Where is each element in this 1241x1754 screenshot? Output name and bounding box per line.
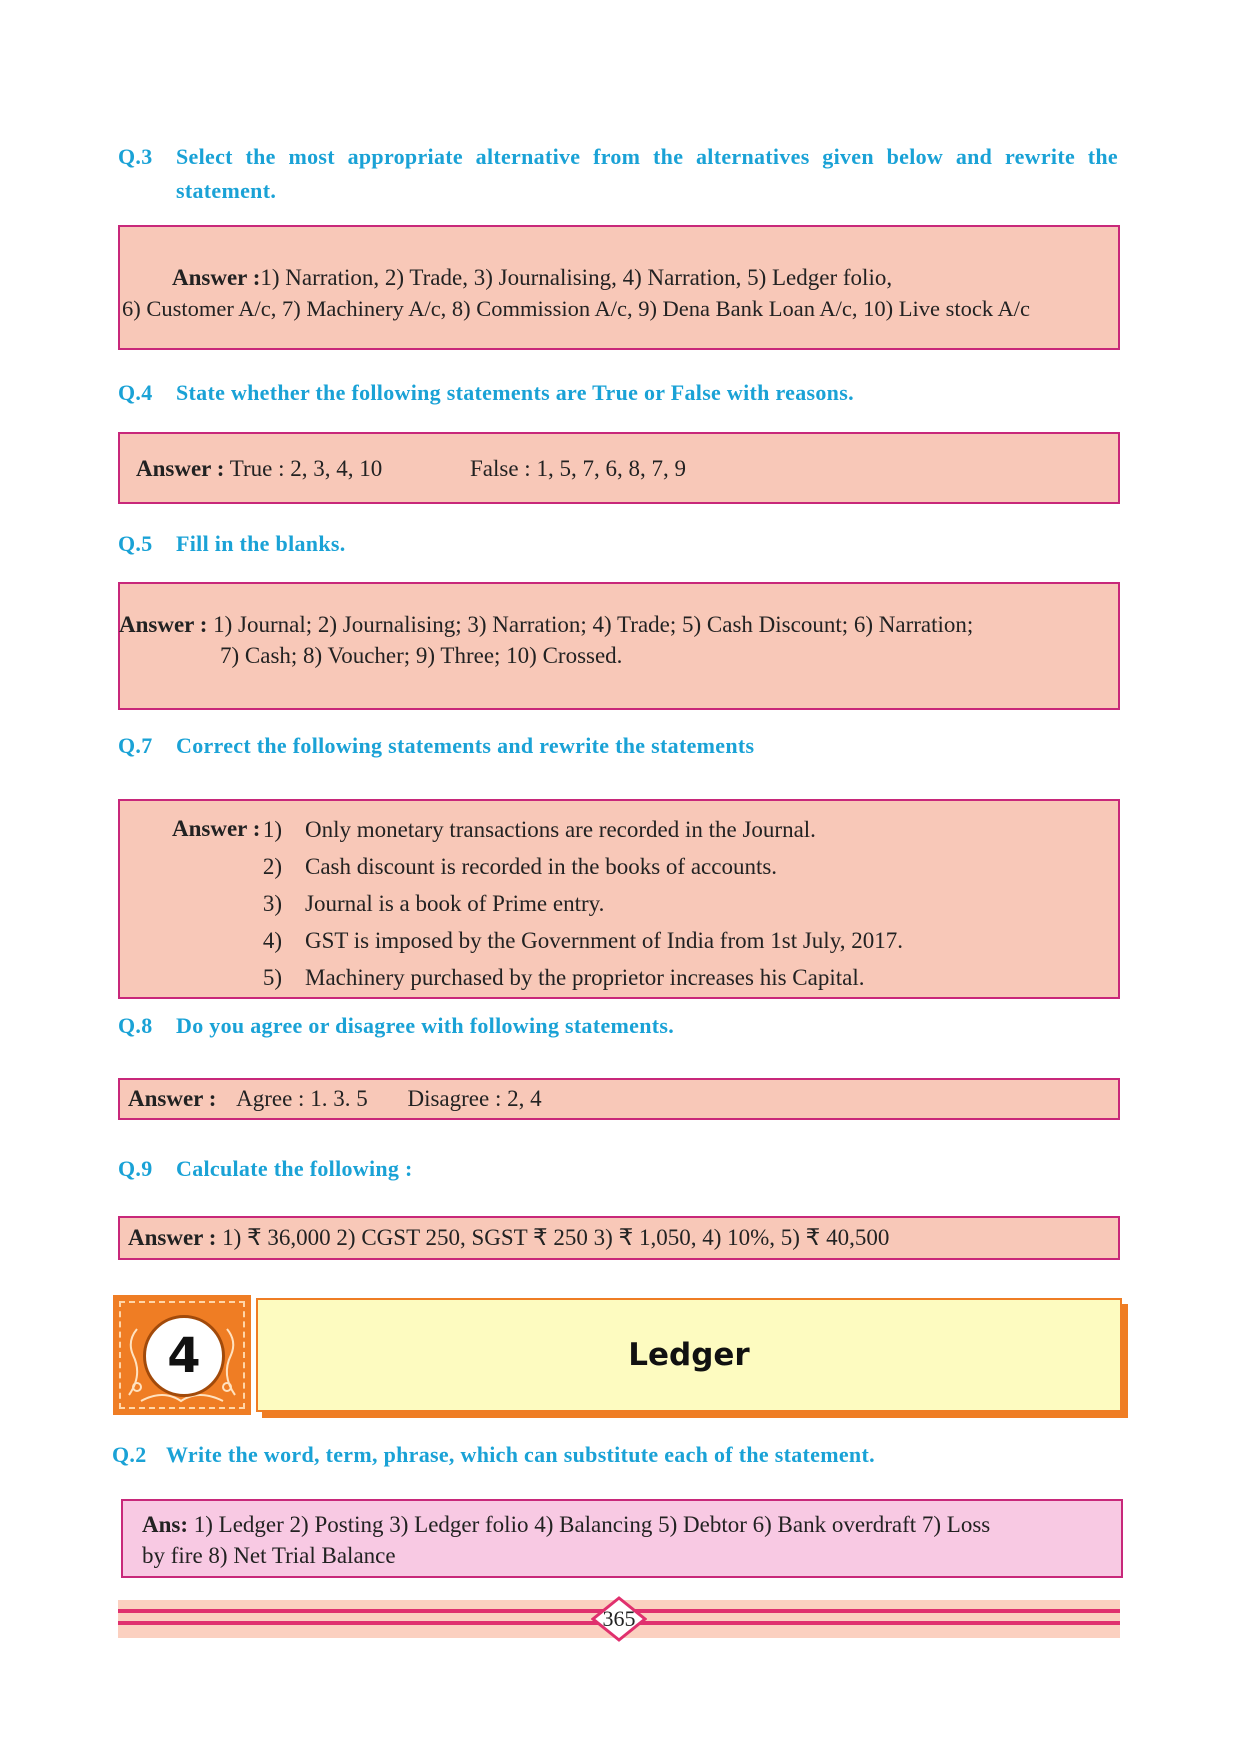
q7-answer-label: Answer : <box>172 816 261 841</box>
q7-answer-box <box>118 799 1120 999</box>
q8-answer-label: Answer : <box>128 1086 217 1111</box>
q2-text: Write the word, term, phrase, which can substitute each of the statement. <box>166 1442 875 1467</box>
q7-item-3 <box>182 885 1082 922</box>
q5-answer-label: Answer : <box>119 612 208 637</box>
page-number: 365 <box>602 1606 636 1631</box>
q5-answer-line2: 7) Cash; 8) Voucher; 9) Three; 10) Crossed. <box>220 643 623 668</box>
q9-answer-text: 1) ₹ 36,000 2) CGST 250, SGST ₹ 250 3) ₹ 1,050, 4) 10%, 5) ₹ 40,500 <box>222 1225 890 1250</box>
q7-item-number: 4) <box>262 928 282 953</box>
q7-item-number: 1) <box>262 817 282 842</box>
q5-heading <box>118 527 1118 561</box>
chapter-number: 4 <box>143 1315 225 1397</box>
q9-answer-label: Answer : <box>128 1225 217 1250</box>
q5-number: Q.5 <box>118 531 153 556</box>
q2-heading <box>112 1438 1112 1472</box>
q7-item-number: 5) <box>262 965 282 990</box>
q2-answer-label: Ans: <box>142 1512 189 1537</box>
q4-answer-box <box>118 432 1120 504</box>
q7-item-1 <box>182 811 1082 848</box>
chapter-badge <box>113 1295 251 1415</box>
q3-answer-box <box>118 225 1120 350</box>
q7-item-text: Journal is a book of Prime entry. <box>305 891 605 916</box>
q4-true: True : 2, 3, 4, 10 <box>229 456 383 481</box>
q3-text: Select the most appropriate alternative from the alternatives given below and rewrite the statement. <box>176 144 1118 203</box>
q7-item-text: Only monetary transactions are recorded in the Journal. <box>305 817 816 842</box>
q8-disagree: Disagree : 2, 4 <box>407 1086 542 1111</box>
q7-item-number: 3) <box>262 891 282 916</box>
q7-item-text: GST is imposed by the Government of India from 1st July, 2017. <box>305 928 903 953</box>
q4-heading <box>118 376 1118 410</box>
q7-item-5 <box>182 959 1082 996</box>
q3-answer-line1: 1) Narration, 2) Trade, 3) Journalising, 4) Narration, 5) Ledger folio, <box>260 265 893 290</box>
q8-text: Do you agree or disagree with following statements. <box>176 1013 675 1038</box>
q3-heading <box>118 140 1118 208</box>
q2-number: Q.2 <box>112 1442 147 1467</box>
q2-answer-line2: by fire 8) Net Trial Balance <box>142 1543 396 1568</box>
q9-heading <box>118 1152 1118 1186</box>
q8-heading <box>118 1009 1118 1043</box>
q5-answer-box <box>118 582 1120 710</box>
q9-number: Q.9 <box>118 1156 153 1181</box>
q7-answer-list <box>182 811 1082 996</box>
q7-item-text: Machinery purchased by the proprietor increases his Capital. <box>305 965 865 990</box>
page-number-badge <box>591 1596 647 1642</box>
q5-answer-line1: 1) Journal; 2) Journalising; 3) Narration; 4) Trade; 5) Cash Discount; 6) Narration; <box>213 612 974 637</box>
q4-false: False : 1, 5, 7, 6, 8, 7, 9 <box>470 456 686 481</box>
q9-answer-box <box>118 1216 1120 1260</box>
q7-heading <box>118 729 1118 763</box>
q8-answer-box <box>118 1078 1120 1120</box>
q7-item-number: 2) <box>262 854 282 879</box>
q8-number: Q.8 <box>118 1013 153 1038</box>
q7-item-text: Cash discount is recorded in the books of accounts. <box>305 854 778 879</box>
q7-item-4 <box>182 922 1082 959</box>
q7-item-2 <box>182 848 1082 885</box>
q3-answer-line2: 6) Customer A/c, 7) Machinery A/c, 8) Commission A/c, 9) Dena Bank Loan A/c, 10) Live stock A/c <box>122 296 1030 321</box>
chapter-title: Ledger <box>256 1298 1122 1412</box>
q2-answer-box <box>121 1499 1123 1578</box>
q7-text: Correct the following statements and rewrite the statements <box>176 733 755 758</box>
q9-text: Calculate the following : <box>176 1156 413 1181</box>
q8-agree: Agree : 1. 3. 5 <box>236 1086 368 1111</box>
q7-number: Q.7 <box>118 733 153 758</box>
q3-number: Q.3 <box>118 144 153 169</box>
q3-answer-label: Answer : <box>172 265 261 290</box>
q4-text: State whether the following statements are True or False with reasons. <box>176 380 854 405</box>
q4-answer-label: Answer : <box>136 456 225 481</box>
q2-answer-line1: 1) Ledger 2) Posting 3) Ledger folio 4) Balancing 5) Debtor 6) Bank overdraft 7) Loss <box>193 1512 991 1537</box>
q4-number: Q.4 <box>118 380 153 405</box>
q5-text: Fill in the blanks. <box>176 531 346 556</box>
